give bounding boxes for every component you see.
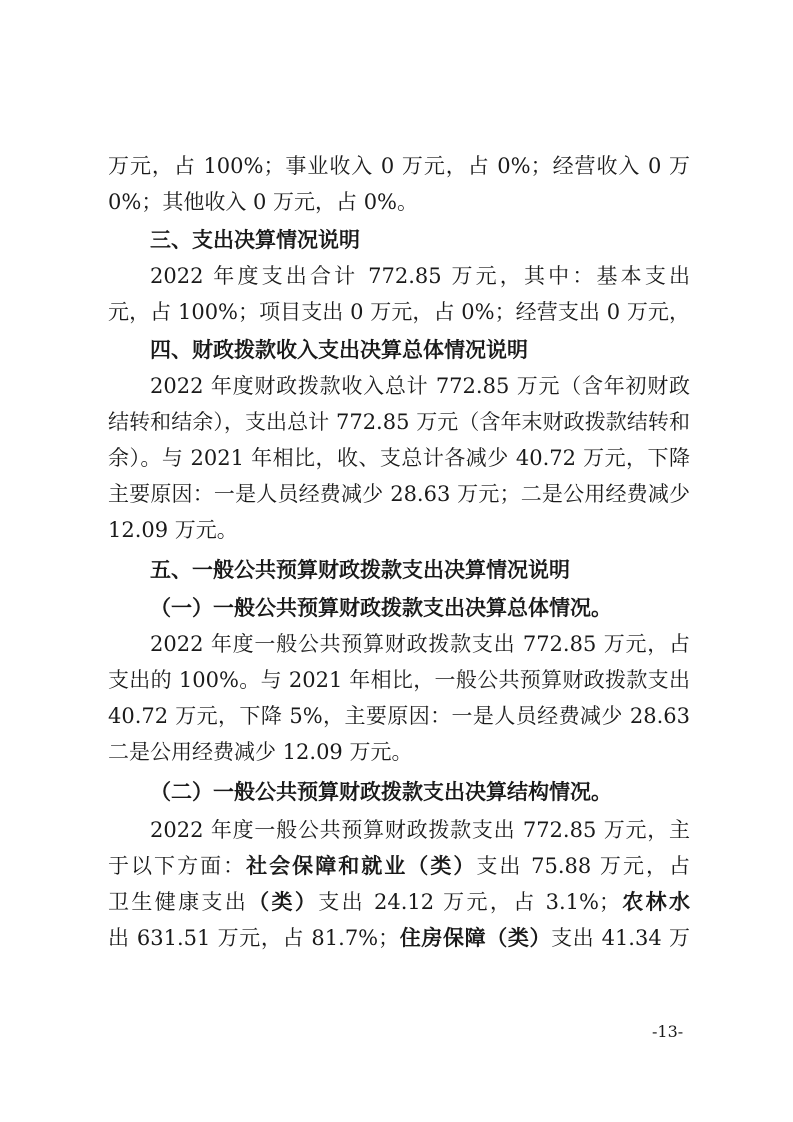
paragraph-fiscal-total-line2 bbox=[108, 404, 690, 440]
text-line: 万元，占 100%；事业收入 0 万元，占 0%；经营收入 0 万 bbox=[108, 154, 690, 178]
paragraph-fiscal-total-line4 bbox=[108, 476, 690, 512]
text-run: 出 631.51 万元，占 81.7%； bbox=[108, 926, 400, 950]
page-number: -13- bbox=[652, 1022, 684, 1041]
text-run: 于以下方面： bbox=[108, 854, 247, 878]
category-housing: 住房保障（类） bbox=[399, 925, 552, 950]
text-line: 结转和结余），支出总计 772.85 万元（含年末财政拨款结转和 bbox=[108, 410, 690, 434]
text-line: 支出的 100%。与 2021 年相比，一般公共预算财政拨款支出 bbox=[108, 668, 690, 692]
category-agriculture: 农林水 bbox=[619, 889, 690, 914]
paragraph-income-continuation-end bbox=[108, 184, 690, 220]
section-heading-fiscal-total: 四、财政拨款收入支出决算总体情况说明 bbox=[150, 338, 528, 362]
paragraph-fiscal-total bbox=[108, 368, 690, 404]
text-line: 2022 年度支出合计 772.85 万元，其中：基本支出 bbox=[150, 264, 690, 288]
paragraph-general-total-line2 bbox=[108, 662, 690, 698]
subheading-structure: （二）一般公共预算财政拨款支出决算结构情况。 bbox=[150, 779, 612, 804]
section-heading-general-budget: 五、一般公共预算财政拨款支出决算情况说明 bbox=[150, 558, 570, 582]
paragraph-structure-line3 bbox=[108, 884, 690, 920]
category-health: 卫生健康支出 bbox=[108, 890, 249, 914]
text-run: 支出 41.34 万 bbox=[551, 926, 690, 950]
subheading-general-total: （一）一般公共预算财政拨款支出决算总体情况。 bbox=[150, 595, 612, 620]
paragraph-fiscal-total-line3 bbox=[108, 440, 690, 476]
text-line bbox=[108, 884, 690, 920]
section-heading-expense: 三、支出决算情况说明 bbox=[150, 228, 360, 252]
text-line: 0%；其他收入 0 万元，占 0%。 bbox=[108, 190, 419, 214]
paragraph-expense-line2 bbox=[108, 294, 690, 330]
text-line: 二是公用经费减少 12.09 万元。 bbox=[108, 740, 413, 764]
paragraph-general-total bbox=[108, 626, 690, 662]
text-line: 主要原因：一是人员经费减少 28.63 万元；二是公用经费减少 bbox=[108, 482, 690, 506]
text-line bbox=[108, 848, 690, 884]
text-line: 12.09 万元。 bbox=[108, 518, 238, 542]
text-line: 2022 年度一般公共预算财政拨款支出 772.85 万元，主 bbox=[150, 818, 690, 842]
text-line: 余）。与 2021 年相比，收、支总计各减少 40.72 万元，下降 bbox=[108, 446, 690, 470]
category-social-security: 社会保障和就业（类） bbox=[246, 853, 477, 878]
text-line: 2022 年度一般公共预算财政拨款支出 772.85 万元，占 bbox=[150, 632, 690, 656]
paragraph-fiscal-total-line5 bbox=[108, 512, 690, 548]
paragraph-structure bbox=[108, 812, 690, 848]
paragraph-structure-line2 bbox=[108, 848, 690, 884]
text-line: 2022 年度财政拨款收入总计 772.85 万元（含年初财政 bbox=[150, 374, 690, 398]
paragraph-expense bbox=[108, 258, 690, 294]
text-line bbox=[108, 920, 690, 956]
paragraph-income-continuation bbox=[108, 148, 690, 184]
text-run: 支出 75.88 万元，占 bbox=[476, 854, 690, 878]
paragraph-general-total-line3 bbox=[108, 698, 690, 734]
paragraph-general-total-line4 bbox=[108, 734, 690, 770]
category-health-class: （类） bbox=[248, 889, 319, 914]
text-run: 支出 24.12 万元，占 3.1%； bbox=[318, 890, 620, 914]
paragraph-structure-line4 bbox=[108, 920, 690, 956]
text-line: 元，占 100%；项目支出 0 万元，占 0%；经营支出 0 万元， bbox=[108, 300, 690, 324]
text-line: 40.72 万元，下降 5%，主要原因：一是人员经费减少 28.63 bbox=[108, 704, 690, 728]
